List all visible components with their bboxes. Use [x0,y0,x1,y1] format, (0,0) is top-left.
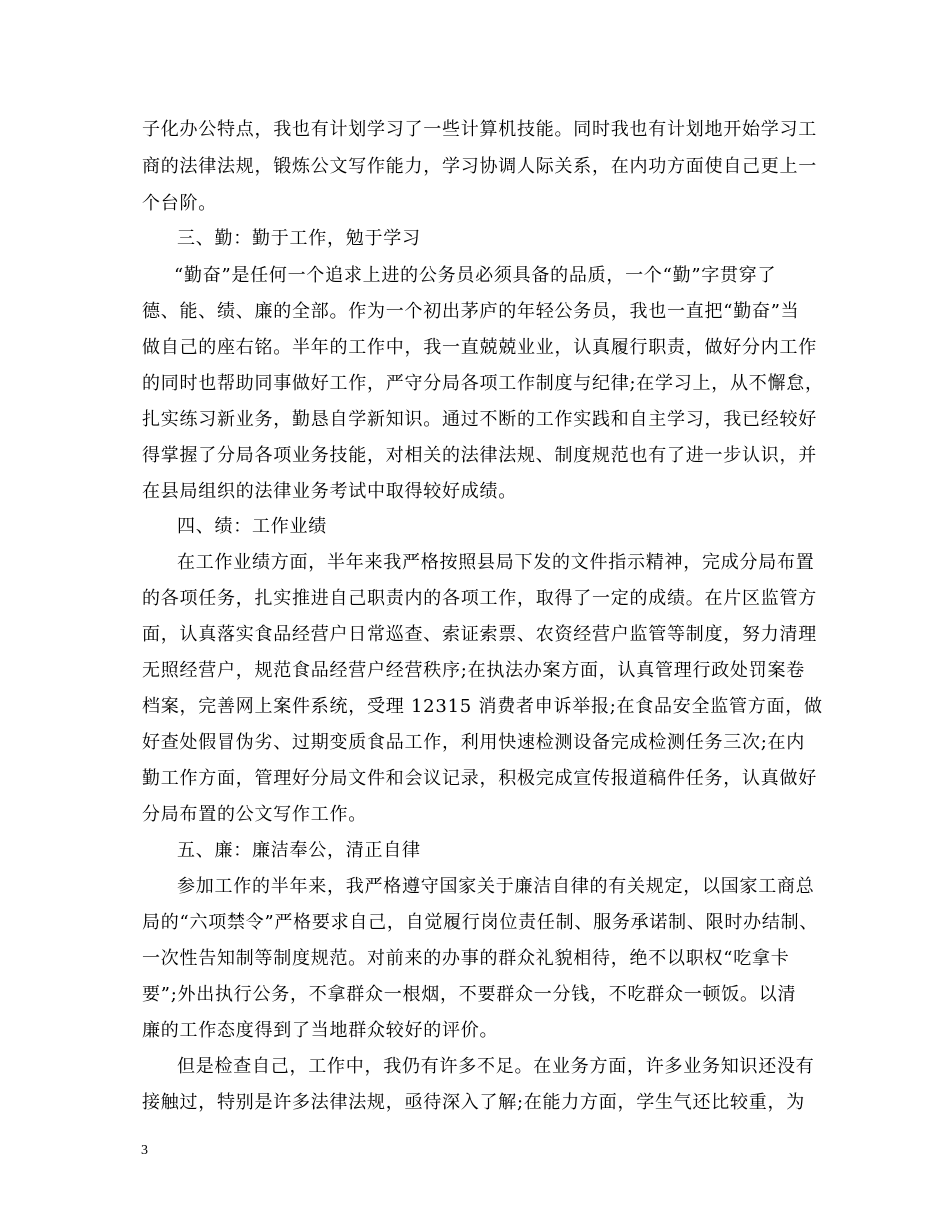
body-text-line: 个台阶。 [142,193,217,214]
body-text-line: 一次性告知制等制度规范。对前来的办事的群众礼貌相待，绝不以职权“吃拿卡 [142,948,790,969]
body-text-line: 的各项任务，扎实推进自己职责内的各项工作，取得了一定的成绩。在片区监管方 [142,588,817,609]
body-text-line: 局的“六项禁令”严格要求自己，自觉履行岗位责任制、服务承诺制、限时办结制、 [142,912,819,933]
body-text-line: 接触过，特别是许多法律法规，亟待深入了解;在能力方面，学生气还比较重，为 [142,1092,806,1113]
body-text-line: 但是检查自己，工作中，我仍有许多不足。在业务方面，许多业务知识还没有 [177,1056,815,1077]
page-number: 3 [141,1143,148,1158]
body-text-line: 扎实练习新业务，勤恳自学新知识。通过不断的工作实践和自主学习，我已经较好 [142,409,817,430]
body-text-line: 德、能、绩、廉的全部。作为一个初出茅庐的年轻公务员，我也一直把“勤奋”当 [142,301,800,322]
body-text-line: 面，认真落实食品经营户日常巡查、索证索票、农资经营户监管等制度，努力清理 [142,624,817,645]
body-text-line: 廉的工作态度得到了当地群众较好的评价。 [142,1020,499,1041]
body-text-line: 得掌握了分局各项业务技能，对相关的法律法规、制度规范也有了进一步认识，并 [142,445,817,466]
body-text-line: 无照经营户，规范食品经营户经营秩序;在执法办案方面，认真管理行政处罚案卷 [142,660,806,681]
body-text-line: 商的法律法规，锻炼公文写作能力，学习协调人际关系，在内功方面使自己更上一 [142,156,817,177]
body-text-line: 的同时也帮助同事做好工作，严守分局各项工作制度与纪律;在学习上，从不懈怠， [142,373,824,394]
body-text-line: 好查处假冒伪劣、过期变质食品工作，利用快速检测设备完成检测任务三次;在内 [142,732,806,753]
body-text-line: 勤工作方面，管理好分局文件和会议记录，积极完成宣传报道稿件任务，认真做好 [142,768,817,789]
section-heading: 四、绩：工作业绩 [177,516,327,537]
section-heading: 五、廉：廉洁奉公，清正自律 [177,840,421,861]
section-heading: 三、勤：勤于工作，勉于学习 [177,228,421,249]
body-text-line: “勤奋”是任何一个追求上进的公务员必须具备的品质，一个“勤”字贯穿了 [174,265,777,286]
body-text-line: 要”;外出执行公务，不拿群众一根烟，不要群众一分钱，不吃群众一顿饭。以清 [142,984,797,1005]
body-text-line: 在县局组织的法律业务考试中取得较好成绩。 [142,481,517,502]
body-text-line: 子化办公特点，我也有计划学习了一些计算机技能。同时我也有计划地开始学习工 [142,119,817,140]
body-text-line: 档案，完善网上案件系统，受理 12315 消费者申诉举报;在食品安全监管方面，做 [142,696,823,717]
body-text-line: 参加工作的半年来，我严格遵守国家关于廉洁自律的有关规定，以国家工商总 [177,876,815,897]
body-text-line: 分局布置的公文写作工作。 [142,804,367,825]
body-text-line: 在工作业绩方面，半年来我严格按照县局下发的文件指示精神，完成分局布置 [177,552,815,573]
body-text-line: 做自己的座右铭。半年的工作中，我一直兢兢业业，认真履行职责，做好分内工作 [142,337,817,358]
